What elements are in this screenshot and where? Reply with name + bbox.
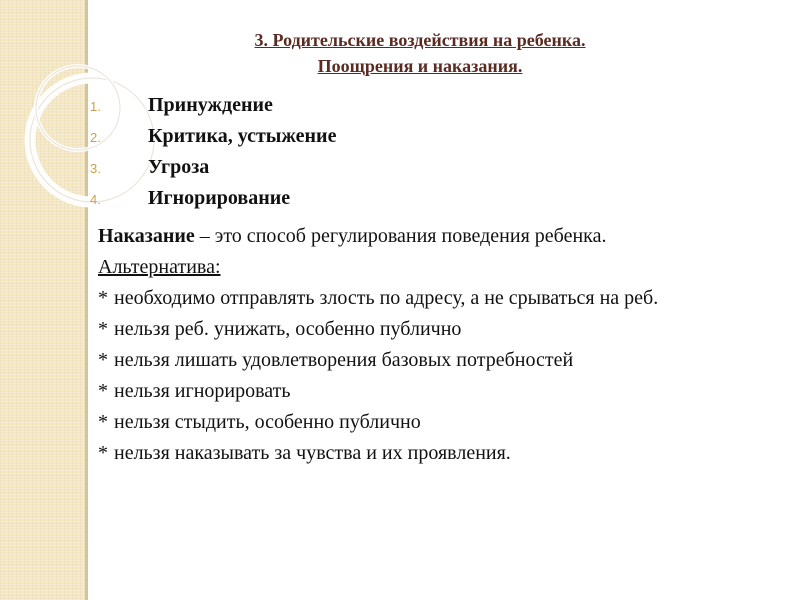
bullet-mark: * [98,411,108,433]
list-item [90,187,336,218]
alternative-item-text: нельзя реб. унижать, особенно публично [114,318,462,340]
bullet-mark: * [98,287,108,309]
alternative-label-row [98,251,788,282]
list-item [90,94,336,125]
side-decoration-panel [0,0,85,600]
list-number: 1. [90,99,101,114]
alternative-item [98,284,788,313]
list-number: 2. [90,130,101,145]
alternative-item-text: необходимо отправлять злость по адресу, а не срываться на реб. [114,287,659,309]
alternative-item [98,408,788,437]
alternative-item-text: нельзя наказывать за чувства и их проявления. [114,442,511,464]
alternative-item [98,315,788,344]
bullet-mark: * [98,349,108,371]
list-item-text: Критика, устыжение [148,125,337,147]
bullet-mark: * [98,442,108,464]
slide-body [98,222,788,468]
list-item [90,125,336,156]
list-item-text: Игнорирование [148,187,291,209]
title-line-2: Поощрения и наказания. [317,56,523,76]
alternative-item [98,346,788,375]
slide-title [150,27,690,79]
list-item-text: Принуждение [148,94,273,116]
alternative-item [98,377,788,406]
title-line-1: 3. Родительские воздействия на ребенка. [254,30,586,50]
bullet-mark: * [98,380,108,402]
list-item [90,156,336,187]
definition-term: Наказание [98,225,195,247]
alternative-item [98,439,788,468]
bullet-mark: * [98,318,108,340]
alternative-item-text: нельзя лишать удовлетворения базовых потребностей [114,349,574,371]
numbered-list [90,94,336,218]
side-divider-line [85,0,88,600]
alternative-item-text: нельзя стыдить, особенно публично [114,411,421,433]
definition-line [98,222,788,251]
alternative-label: Альтернатива: [98,256,221,278]
list-number: 4. [90,192,101,207]
list-item-text: Угроза [148,156,210,178]
list-number: 3. [90,161,101,176]
alternative-item-text: нельзя игнорировать [114,380,291,402]
definition-text: – это способ регулирования поведения ребенка. [194,225,607,247]
